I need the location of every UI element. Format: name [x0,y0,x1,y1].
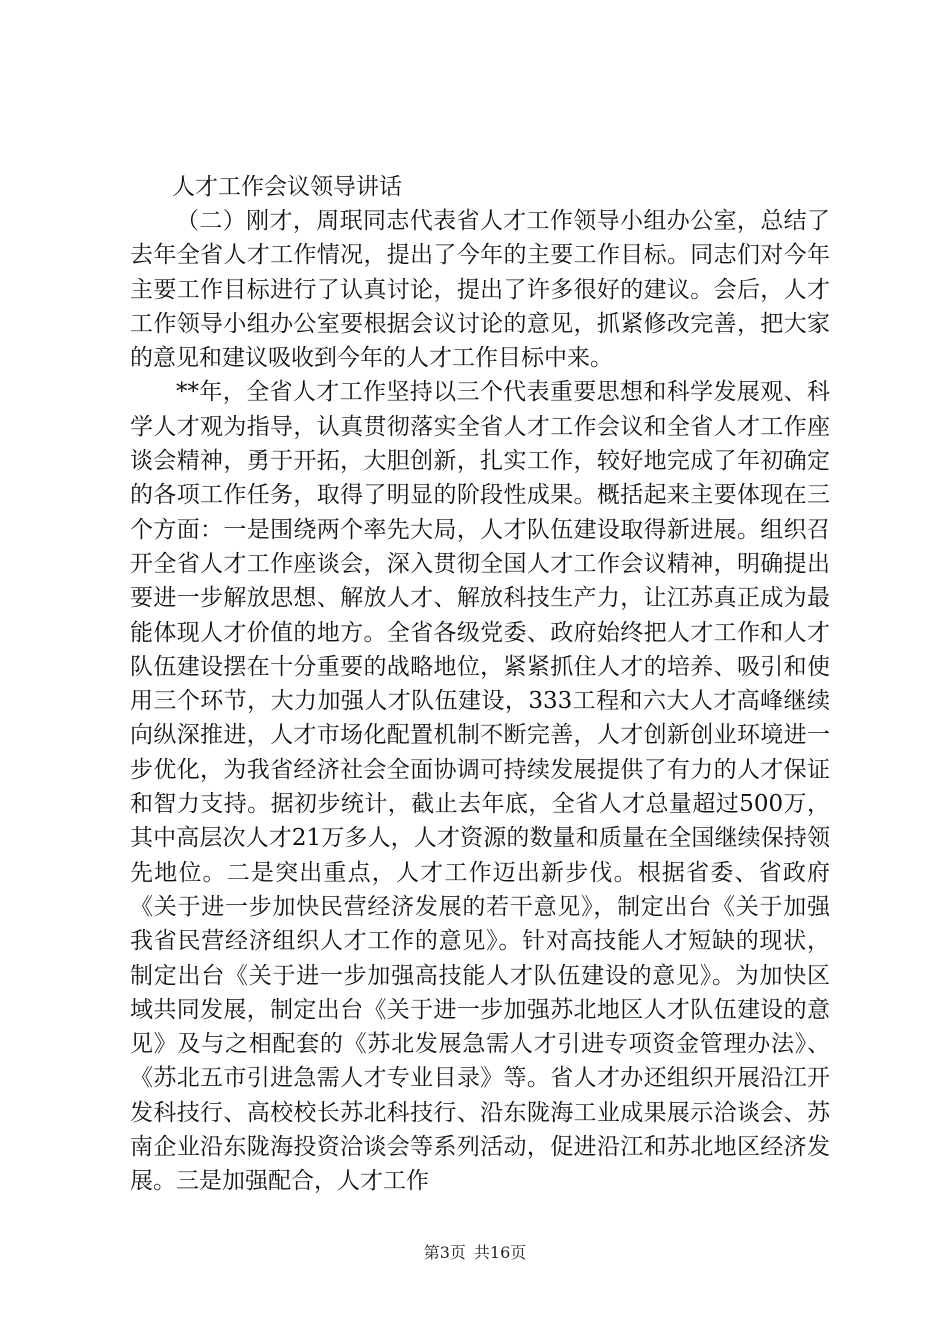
document-title: 人才工作会议领导讲话 [172,174,402,200]
paragraph-1: （二）刚才，周珉同志代表省人才工作领导小组办公室，总结了去年全省人才工作情况，提出了今年的主要工作目标。同志们对今年主要工作目标进行了认真讨论，提出了许多很好的建议。会后，人才工作领导小组办公室要根据会议讨论的意见，抓紧修改完善，把大家的意见和建议吸收到今年的人才工作目标中来。 [130,208,830,372]
document-body [130,170,830,1199]
page-number: 第3页 [423,1243,466,1262]
page-footer [0,1243,950,1263]
paragraph-2: **年，全省人才工作坚持以三个代表重要思想和科学发展观、科学人才观为指导，认真贯彻落实全省人才工作会议和全省人才工作座谈会精神，勇于开拓，大胆创新，扎实工作，较好地完成了年初确定的各项工作任务，取得了明显的阶段性成果。概括起来主要体现在三个方面：一是围绕两个率先大局，人才队伍建设取得新进展。组织召开全省人才工作座谈会，深入贯彻全国人才工作会议精神，明确提出要进一步解放思想、解放人才、解放科技生产力，让江苏真正成为最能体现人才价值的地方。全省各级党委、政府始终把人才工作和人才队伍建设摆在十分重要的战略地位，紧紧抓住人才的培养、吸引和使用三个环节，大力加强人才队伍建设，333工程和六大人才高峰继续向纵深推进，人才市场化配置机制不断完善，人才创新创业环境进一步优化，为我省经济社会全面协调可持续发展提供了有力的人才保证和智力支持。据初步统计，截止去年底，全省人才总量超过500万，其中高层次人才21万多人，人才资源的数量和质量在全国继续保持领先地位。二是突出重点，人才工作迈出新步伐。根据省委、省政府《关于进一步加快民营经济发展的若干意见》，制定出台《关于加强我省民营经济组织人才工作的意见》。针对高技能人才短缺的现状，制定出台《关于进一步加强高技能人才队伍建设的意见》。为加快区域共同发展，制定出台《关于进一步加强苏北地区人才队伍建设的意见》及与之相配套的《苏北发展急需人才引进专项资金管理办法》、《苏北五市引进急需人才专业目录》等。省人才办还组织开展沿江开发科技行、高校校长苏北科技行、沿东陇海工业成果展示洽谈会、苏南企业沿东陇海投资洽谈会等系列活动，促进沿江和苏北地区经济发展。三是加强配合，人才工作 [130,379,830,1195]
page-total: 共16页 [473,1243,527,1262]
